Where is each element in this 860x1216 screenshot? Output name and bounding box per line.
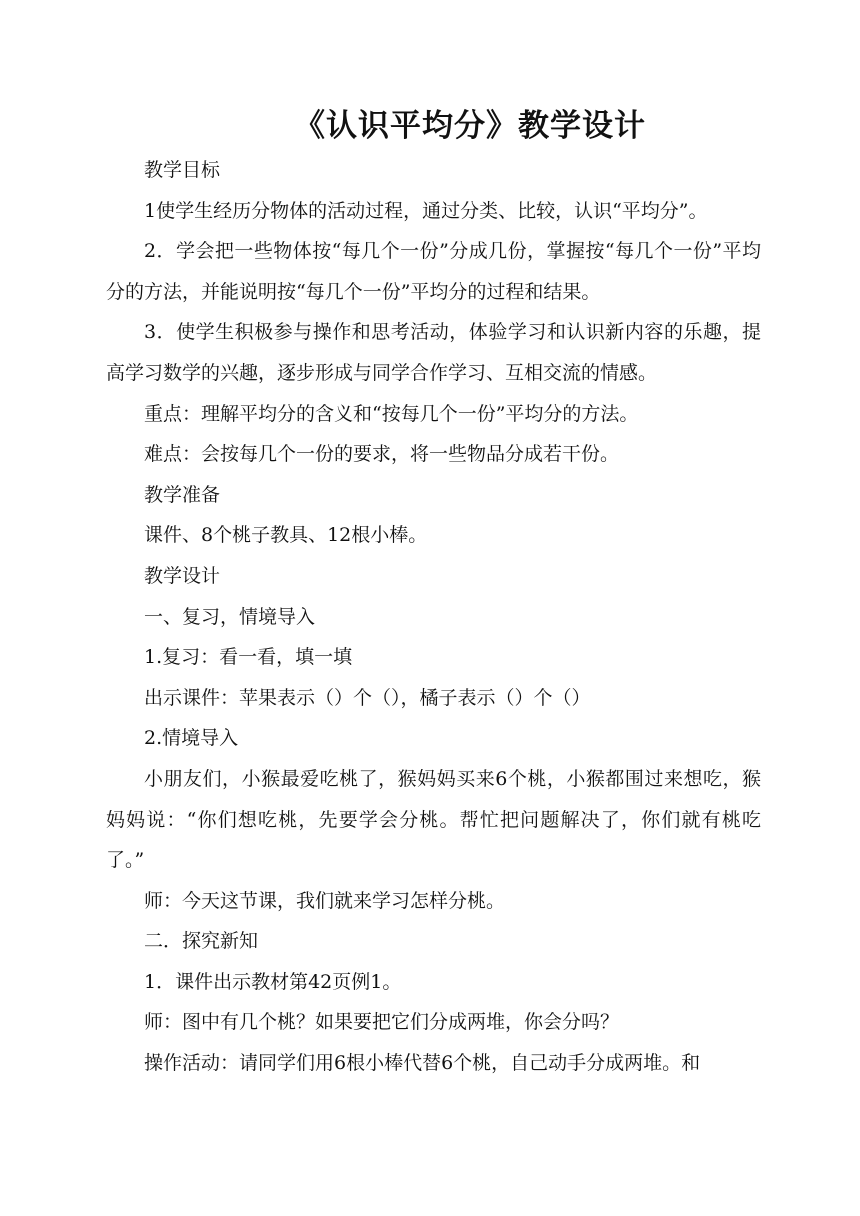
scenario-intro-heading: 2.情境导入 <box>144 727 239 750</box>
goal-3: 3．使学生积极参与操作和思考活动，体验学习和认识新内容的乐趣，提高学习数学的兴趣，逐步形成与同学合作学习、互相交流的情感。 <box>106 321 761 384</box>
heading-teaching-preparation: 教学准备 <box>144 483 221 506</box>
teacher-question: 师：图中有几个桃？如果要把它们分成两堆，你会分吗？ <box>144 1011 620 1034</box>
review-item: 1.复习：看一看，填一填 <box>144 646 353 669</box>
section-review: 一、复习，情境导入 <box>144 605 316 628</box>
goal-2: 2．学会把一些物体按“每几个一份”分成几份，掌握按“每几个一份”平均分的方法，并能说明按“每几个一份”平均分的过程和结果。 <box>106 240 761 303</box>
document-body <box>106 150 761 1084</box>
scenario-story: 小朋友们，小猴最爱吃桃了，猴妈妈买来6个桃，小猴都围过来想吃，猴妈妈说：“你们想吃桃，先要学会分桃。帮忙把问题解决了，你们就有桃吃了。” <box>106 767 761 872</box>
heading-teaching-goals: 教学目标 <box>144 159 221 181</box>
heading-teaching-design: 教学设计 <box>144 564 221 587</box>
difficult-point: 难点：会按每几个一份的要求，将一些物品分成若干份。 <box>144 443 620 466</box>
goal-1: 1使学生经历分物体的活动过程，通过分类、比较，认识“平均分”。 <box>144 199 708 222</box>
section-explore: 二．探究新知 <box>144 930 259 953</box>
review-courseware: 出示课件：苹果表示（）个（），橘子表示（）个（） <box>144 686 591 709</box>
key-point: 重点：理解平均分的含义和“按每几个一份”平均分的方法。 <box>144 402 639 425</box>
teacher-line-1: 师：今天这节课，我们就来学习怎样分桃。 <box>144 889 506 912</box>
activity-description: 操作活动：请同学们用6根小棒代替6个桃，自己动手分成两堆。和 <box>144 1052 701 1075</box>
materials: 课件、8个桃子教具、12根小棒。 <box>144 524 428 547</box>
document-title: 《认识平均分》教学设计 <box>294 108 646 144</box>
courseware-example: 1．课件出示教材第42页例1。 <box>144 970 402 993</box>
